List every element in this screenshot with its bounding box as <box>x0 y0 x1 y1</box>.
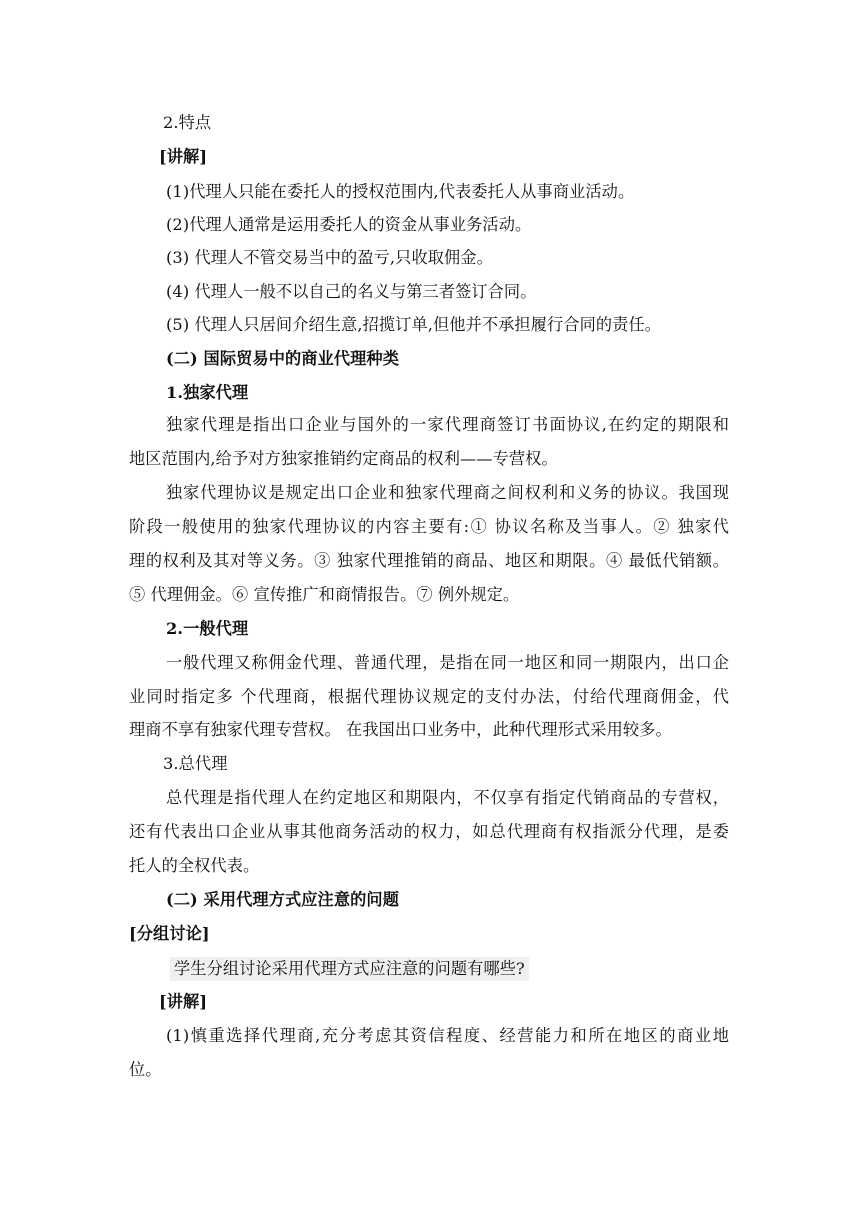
label-group-discussion: [分组讨论] <box>129 924 210 943</box>
paragraph-agreement-line-4: ⑤ 代理佣金。⑥ 宣传推广和商情报告。⑦ 例外规定。 <box>129 585 520 604</box>
paragraph-general-line-2: 业同时指定多 个代理商，根据代理协议规定的支付办法，付给代理商佣金，代 <box>129 687 729 706</box>
section-heading-agency-types: (二) 国际贸易中的商业代理种类 <box>166 349 399 368</box>
subheading-exclusive-agency: 1.独家代理 <box>166 383 249 402</box>
discussion-prompt: 学生分组讨论采用代理方式应注意的问题有哪些? <box>170 957 529 981</box>
label-lecture-2: [讲解] <box>159 992 208 1011</box>
precaution-item-1-line-1: (1)慎重选择代理商,充分考虑其资信程度、经营能力和所在地区的商业地 <box>166 1026 729 1045</box>
subheading-general-agent: 3.总代理 <box>163 754 228 773</box>
paragraph-exclusive-line-1: 独家代理是指出口企业与国外的一家代理商签订书面协议,在约定的期限和 <box>166 415 729 434</box>
precaution-item-1-line-2: 位。 <box>129 1060 162 1079</box>
paragraph-general-agent-line-3: 托人的全权代表。 <box>129 856 260 875</box>
feature-item-5: (5) 代理人只居间介绍生意,招揽订单,但他并不承担履行合同的责任。 <box>166 315 662 334</box>
paragraph-agreement-line-1: 独家代理协议是规定出口企业和独家代理商之间权利和义务的协议。我国现 <box>166 483 729 502</box>
paragraph-general-agent-line-1: 总代理是指代理人在约定地区和期限内，不仅享有指定代销商品的专营权， <box>166 788 729 807</box>
paragraph-general-line-3: 理商不享有独家代理专营权。 在我国出口业务中，此种代理形式采用较多。 <box>129 720 672 739</box>
subheading-features: 2.特点 <box>163 113 212 132</box>
label-lecture: [讲解] <box>159 147 208 166</box>
paragraph-exclusive-line-2: 地区范围内,给予对方独家推销约定商品的权利——专营权。 <box>129 449 558 468</box>
feature-item-2: (2)代理人通常是运用委托人的资金从事业务活动。 <box>166 215 532 234</box>
paragraph-agreement-line-2: 阶段一般使用的独家代理协议的内容主要有:① 协议名称及当事人。② 独家代 <box>129 517 729 536</box>
paragraph-general-line-1: 一般代理又称佣金代理、普通代理，是指在同一地区和同一期限内，出口企 <box>166 653 729 672</box>
feature-item-3: (3) 代理人不管交易当中的盈亏,只收取佣金。 <box>166 248 493 267</box>
paragraph-agreement-line-3: 理的权利及其对等义务。③ 独家代理推销的商品、地区和期限。④ 最低代销额。 <box>129 551 729 570</box>
feature-item-4: (4) 代理人一般不以自己的名义与第三者签订合同。 <box>166 282 537 301</box>
paragraph-general-agent-line-2: 还有代表出口企业从事其他商务活动的权力，如总代理商有权指派分代理，是委 <box>129 822 729 841</box>
section-heading-precautions: (二) 采用代理方式应注意的问题 <box>166 890 399 909</box>
subheading-general-agency: 2.一般代理 <box>166 619 249 638</box>
feature-item-1: (1)代理人只能在委托人的授权范围内,代表委托人从事商业活动。 <box>166 182 635 201</box>
